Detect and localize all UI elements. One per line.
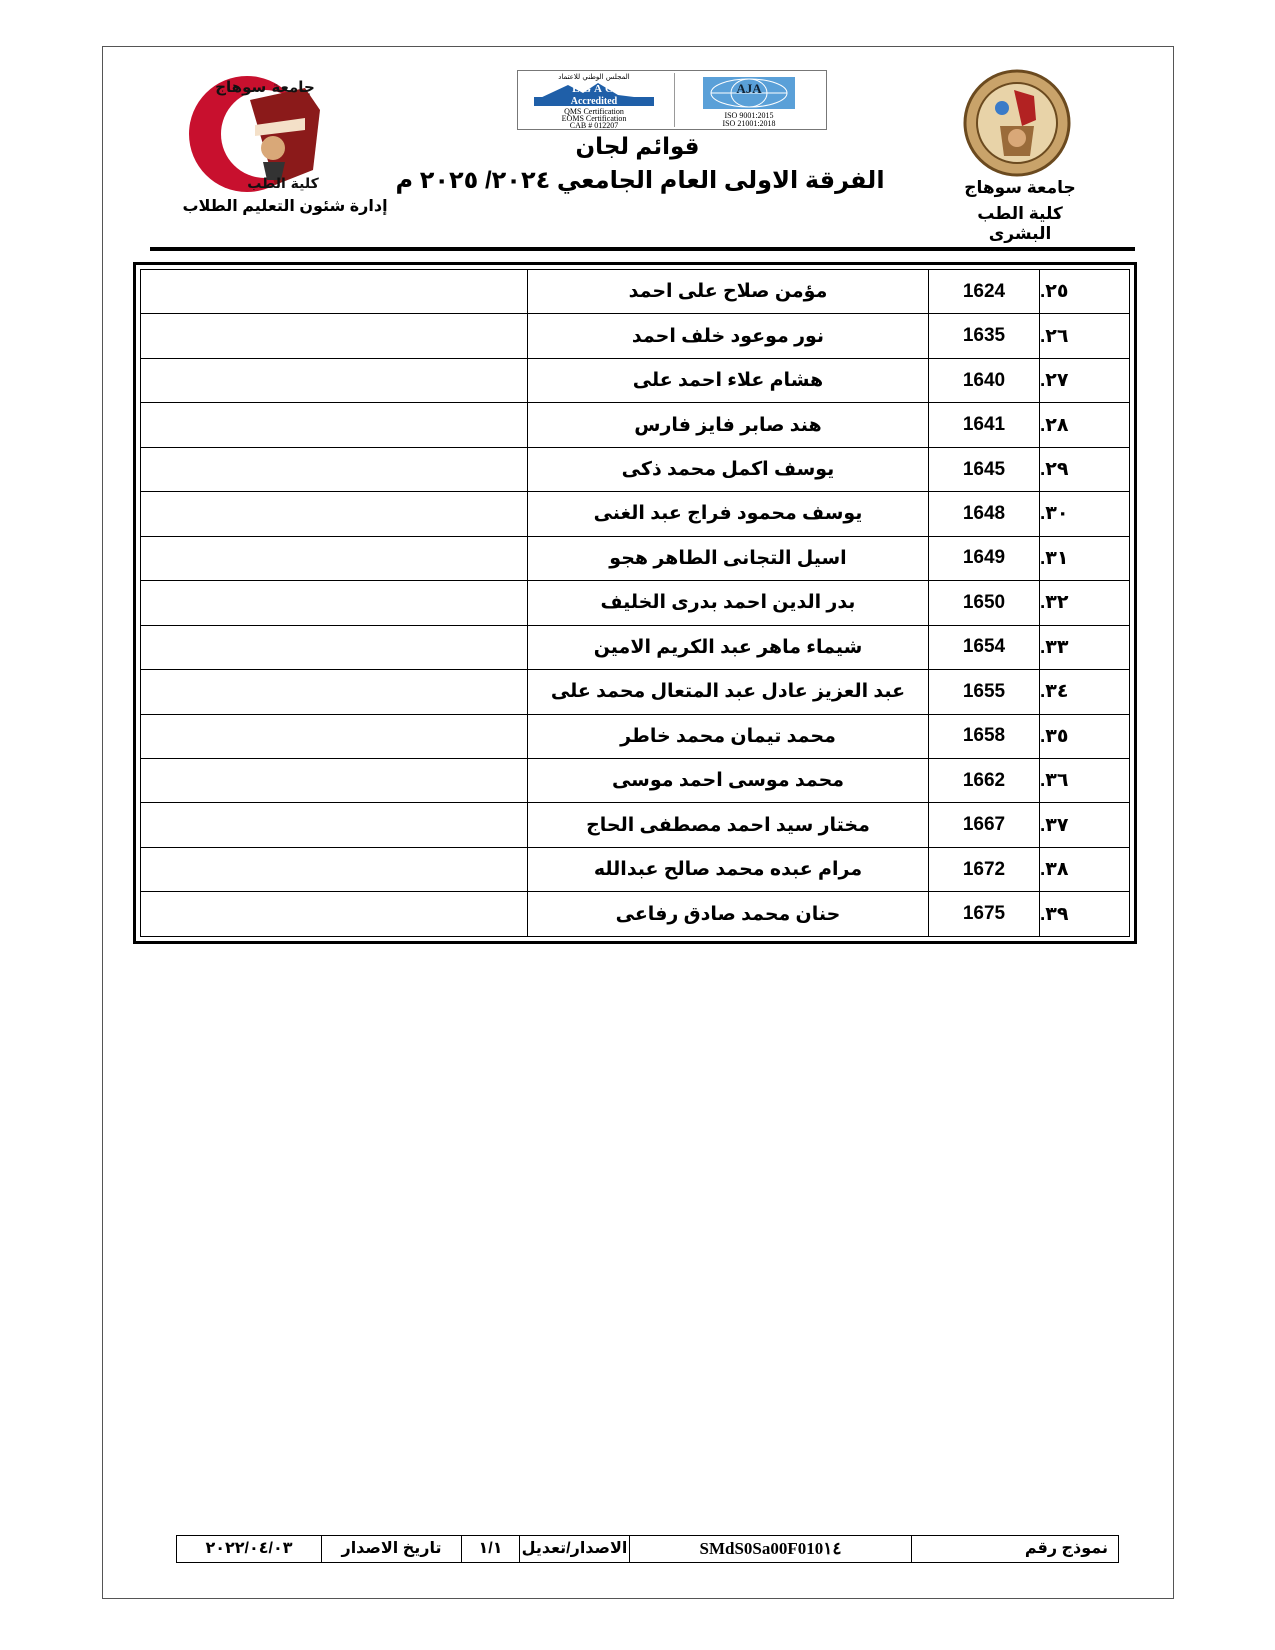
seat-number: 1654 [929, 625, 1040, 669]
row-index: .٣١ [1040, 536, 1130, 580]
issue-date: ٢٠٢٢/٠٤/٠٣ [177, 1536, 322, 1562]
row-index: .٢٨ [1040, 403, 1130, 447]
signature-cell [141, 847, 528, 891]
signature-cell [141, 581, 528, 625]
signature-cell [141, 447, 528, 491]
students-table [140, 269, 1130, 937]
seat-number: 1658 [929, 714, 1040, 758]
student-name: هند صابر فايز فارس [528, 403, 929, 447]
signature-cell [141, 536, 528, 580]
student-name: مؤمن صلاح على احمد [528, 270, 929, 314]
signature-cell [141, 803, 528, 847]
aja-logo: AJA ISO 9001:2015 ISO 21001:2018 [674, 73, 823, 127]
issue-date-label: تاريخ الاصدار [322, 1536, 462, 1562]
student-name: نور موعود خلف احمد [528, 314, 929, 358]
seat-number: 1672 [929, 847, 1040, 891]
svg-text:جامعة سوهاج: جامعة سوهاج [215, 78, 315, 96]
seat-number: 1635 [929, 314, 1040, 358]
department-name: إدارة شئون التعليم الطلاب [182, 198, 388, 215]
table-row [141, 492, 1130, 536]
table-row [141, 536, 1130, 580]
university-name: جامعة سوهاج [964, 178, 1076, 197]
version-label: الاصدار/تعديل [520, 1536, 630, 1562]
row-index: .٣٠ [1040, 492, 1130, 536]
table-row [141, 625, 1130, 669]
student-name: بدر الدين احمد بدرى الخليف [528, 581, 929, 625]
student-name: حنان محمد صادق رفاعى [528, 892, 929, 937]
signature-cell [141, 625, 528, 669]
version-value: ١/١ [462, 1536, 520, 1562]
seat-number: 1667 [929, 803, 1040, 847]
table-row [141, 803, 1130, 847]
seat-number: 1648 [929, 492, 1040, 536]
table-row [141, 581, 1130, 625]
row-index: .٢٧ [1040, 358, 1130, 402]
form-label: نموذج رقم [1024, 1540, 1108, 1557]
student-name: اسيل التجانى الطاهر هجو [528, 536, 929, 580]
signature-cell [141, 270, 528, 314]
page-title: قوائم لجان [575, 133, 700, 159]
accreditation-box [517, 70, 827, 130]
egac-logo: المجلس الوطني للاعتماد EGAC Accredited QMS Certification EOMS Certification CAB # 012207 [520, 73, 668, 127]
table-row [141, 847, 1130, 891]
student-name: محمد موسى احمد موسى [528, 758, 929, 802]
seat-number: 1655 [929, 670, 1040, 714]
signature-cell [141, 714, 528, 758]
seat-number: 1662 [929, 758, 1040, 802]
student-name: مختار سيد احمد مصطفى الحاج [528, 803, 929, 847]
seat-number: 1640 [929, 358, 1040, 402]
row-index: .٢٦ [1040, 314, 1130, 358]
row-index: .٣٧ [1040, 803, 1130, 847]
seat-number: 1624 [929, 270, 1040, 314]
row-index: .٣٦ [1040, 758, 1130, 802]
row-index: .٣٥ [1040, 714, 1130, 758]
table-row [141, 892, 1130, 937]
row-index: .٣٨ [1040, 847, 1130, 891]
seat-number: 1649 [929, 536, 1040, 580]
seat-number: 1641 [929, 403, 1040, 447]
signature-cell [141, 314, 528, 358]
student-name: يوسف محمود فراج عبد الغنى [528, 492, 929, 536]
row-index: .٢٩ [1040, 447, 1130, 491]
student-name: يوسف اكمل محمد ذكى [528, 447, 929, 491]
row-index: .٣٢ [1040, 581, 1130, 625]
svg-text:كلية الطب: كلية الطب [247, 176, 319, 192]
signature-cell [141, 892, 528, 937]
row-index: .٣٩ [1040, 892, 1130, 937]
table-row [141, 670, 1130, 714]
sohag-university-seal [962, 68, 1072, 178]
students-table-frame [133, 262, 1137, 944]
signature-cell [141, 492, 528, 536]
signature-cell [141, 403, 528, 447]
signature-cell [141, 358, 528, 402]
seat-number: 1645 [929, 447, 1040, 491]
student-name: محمد تيمان محمد خاطر [528, 714, 929, 758]
table-row [141, 358, 1130, 402]
table-row [141, 270, 1130, 314]
student-name: هشام علاء احمد على [528, 358, 929, 402]
table-row [141, 714, 1130, 758]
form-footer [176, 1535, 1119, 1563]
row-index: .٣٣ [1040, 625, 1130, 669]
page-subtitle: الفرقة الاولى العام الجامعي ٢٠٢٤/ ٢٠٢٥ م [395, 167, 885, 194]
form-code: SMdS0Sa00F010١٤ [630, 1536, 912, 1562]
seat-number: 1675 [929, 892, 1040, 937]
student-name: عبد العزيز عادل عبد المتعال محمد على [528, 670, 929, 714]
signature-cell [141, 758, 528, 802]
seat-number: 1650 [929, 581, 1040, 625]
table-row [141, 758, 1130, 802]
student-name: شيماء ماهر عبد الكريم الامين [528, 625, 929, 669]
row-index: .٢٥ [1040, 270, 1130, 314]
row-index: .٣٤ [1040, 670, 1130, 714]
table-row [141, 314, 1130, 358]
signature-cell [141, 670, 528, 714]
table-row [141, 403, 1130, 447]
table-row [141, 447, 1130, 491]
header-divider [150, 247, 1135, 251]
faculty-name: كلية الطب البشرى [977, 204, 1063, 243]
student-name: مرام عبده محمد صالح عبدالله [528, 847, 929, 891]
